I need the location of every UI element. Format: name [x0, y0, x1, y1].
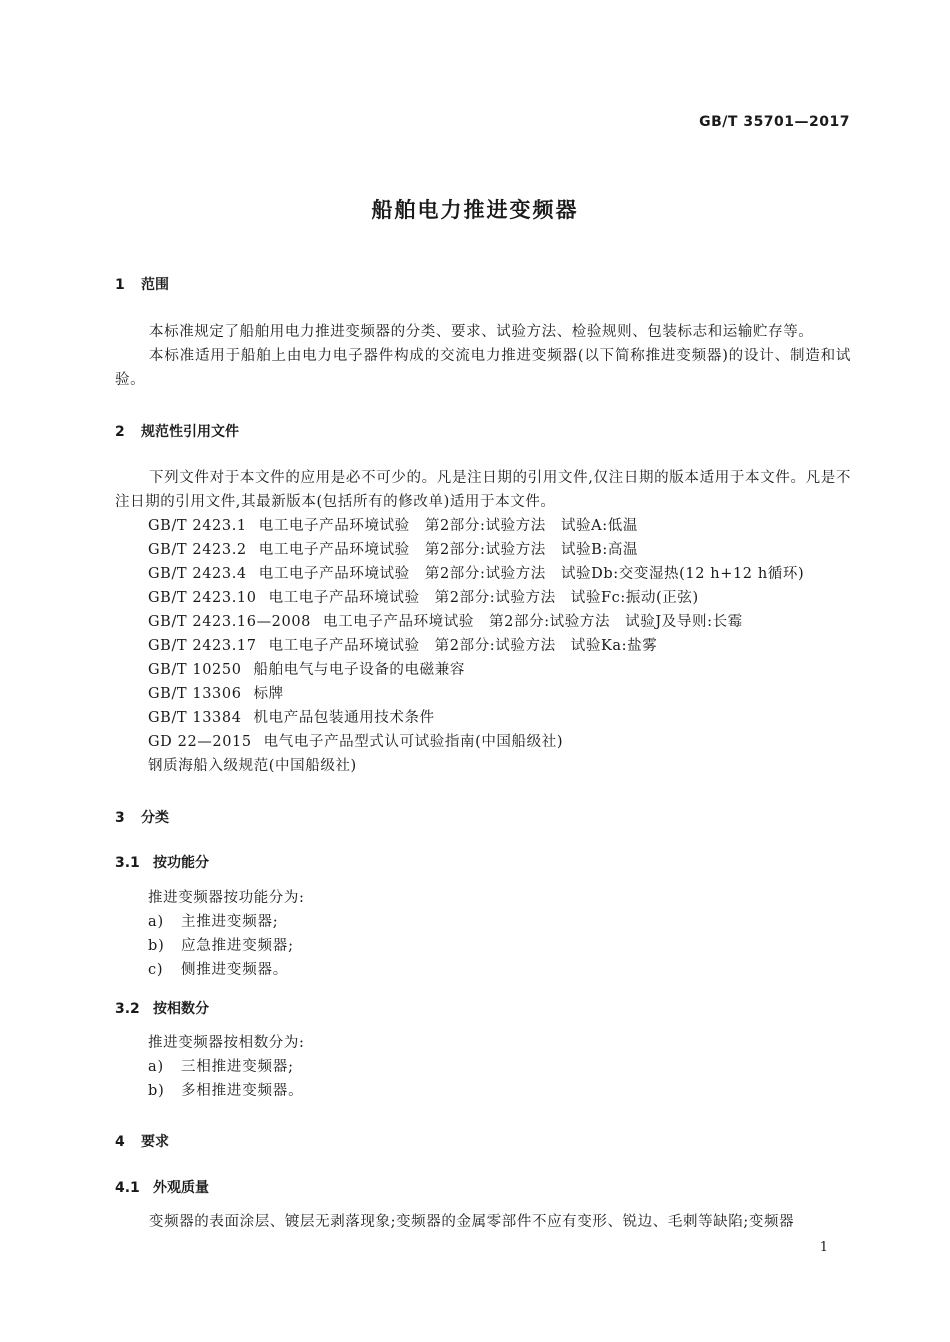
- section-3-heading: [115, 807, 169, 827]
- section-number: 2: [115, 424, 125, 440]
- subsection-number: 3.2: [115, 1001, 140, 1017]
- reference-title: 电气电子产品型式认可试验指南(中国船级社): [263, 734, 564, 750]
- paragraph: 变频器的表面涂层、镀层无剥落现象;变频器的金属零部件不应有变形、锐边、毛刺等缺陷;变频器: [149, 1214, 795, 1230]
- section-title: 规范性引用文件: [141, 424, 239, 440]
- list-text: 三相推进变频器;: [181, 1059, 294, 1075]
- reference-code: GB/T 13306: [148, 686, 242, 702]
- list-item: [148, 1055, 294, 1079]
- section-number: 4: [115, 1134, 125, 1150]
- list-marker: a): [148, 1059, 164, 1075]
- section-4-heading: [115, 1131, 169, 1151]
- list-text: 应急推进变频器;: [181, 938, 294, 954]
- reference-item: [148, 730, 563, 754]
- list-item: [148, 910, 279, 934]
- reference-code: GB/T 2423.4: [148, 566, 247, 582]
- reference-code: GB/T 13384: [148, 710, 242, 726]
- section-2-heading: [115, 421, 239, 441]
- subsection-3-1-heading: [115, 852, 209, 872]
- reference-title: 电工电子产品环境试验 第2部分:试验方法 试验B:高温: [258, 542, 639, 558]
- standard-number: GB/T 35701—2017: [699, 114, 850, 130]
- reference-code: GD 22—2015: [148, 734, 252, 750]
- reference-item: [148, 538, 638, 562]
- reference-title: 电工电子产品环境试验 第2部分:试验方法 试验Ka:盐雾: [268, 638, 658, 654]
- reference-item: [148, 658, 465, 682]
- section-number: 3: [115, 810, 125, 826]
- list-intro: 推进变频器按功能分为:: [148, 890, 305, 906]
- reference-code: GB/T 2423.1: [148, 518, 247, 534]
- reference-code: GB/T 2423.10: [148, 590, 257, 606]
- paragraph: 本标准适用于船舶上由电力电子器件构成的交流电力推进变频器(以下简称推进变频器)的设计、制造和试验。: [115, 348, 851, 388]
- subsection-3-2-heading: [115, 998, 209, 1018]
- list-text: 侧推进变频器。: [181, 962, 289, 978]
- reference-title: 电工电子产品环境试验 第2部分:试验方法 试验Db:交变湿热(12 h+12 h循环): [258, 566, 805, 582]
- list-marker: b): [148, 1083, 165, 1099]
- list-marker: c): [148, 962, 164, 978]
- reference-item: [148, 514, 638, 538]
- reference-item: [148, 586, 699, 610]
- reference-title: 机电产品包装通用技术条件: [253, 710, 435, 726]
- reference-code: GB/T 2423.2: [148, 542, 247, 558]
- list-text: 多相推进变频器。: [181, 1083, 304, 1099]
- reference-code: GB/T 2423.17: [148, 638, 257, 654]
- list-item: [148, 1079, 303, 1103]
- reference-item: [148, 562, 804, 586]
- section-1-heading: [115, 274, 169, 294]
- section-number: 1: [115, 277, 125, 293]
- reference-title: 船舶电气与电子设备的电磁兼容: [253, 662, 465, 678]
- reference-item: [148, 610, 743, 634]
- subsection-number: 4.1: [115, 1180, 140, 1196]
- list-marker: a): [148, 914, 164, 930]
- section-title: 要求: [141, 1134, 169, 1150]
- document-title: 船舶电力推进变频器: [371, 198, 579, 222]
- reference-title: 钢质海船入级规范(中国船级社): [148, 758, 357, 774]
- list-intro: 推进变频器按相数分为:: [148, 1035, 305, 1051]
- reference-title: 电工电子产品环境试验 第2部分:试验方法 试验Fc:振动(正弦): [268, 590, 699, 606]
- subsection-title: 按相数分: [153, 1001, 209, 1017]
- list-marker: b): [148, 938, 165, 954]
- list-text: 主推进变频器;: [181, 914, 279, 930]
- subsection-title: 按功能分: [153, 855, 209, 871]
- reference-title: 标牌: [253, 686, 284, 702]
- reference-item: [148, 682, 284, 706]
- list-item: [148, 934, 294, 958]
- reference-code: GB/T 2423.16—2008: [148, 614, 311, 630]
- subsection-title: 外观质量: [153, 1180, 209, 1196]
- page-number: 1: [819, 1240, 828, 1255]
- section-title: 分类: [141, 810, 169, 826]
- reference-item: [148, 706, 435, 730]
- subsection-number: 3.1: [115, 855, 140, 871]
- section-title: 范围: [141, 277, 169, 293]
- reference-item: [148, 754, 357, 778]
- paragraph: 下列文件对于本文件的应用是必不可少的。凡是注日期的引用文件,仅注日期的版本适用于本文件。凡是不注日期的引用文件,其最新版本(包括所有的修改单)适用于本文件。: [115, 470, 851, 510]
- reference-code: GB/T 10250: [148, 662, 242, 678]
- reference-item: [148, 634, 657, 658]
- reference-title: 电工电子产品环境试验 第2部分:试验方法 试验A:低温: [258, 518, 638, 534]
- list-item: [148, 958, 288, 982]
- subsection-4-1-heading: [115, 1177, 209, 1197]
- paragraph: 本标准规定了船舶用电力推进变频器的分类、要求、试验方法、检验规则、包装标志和运输贮存等。: [149, 324, 814, 340]
- reference-title: 电工电子产品环境试验 第2部分:试验方法 试验J及导则:长霉: [322, 614, 743, 630]
